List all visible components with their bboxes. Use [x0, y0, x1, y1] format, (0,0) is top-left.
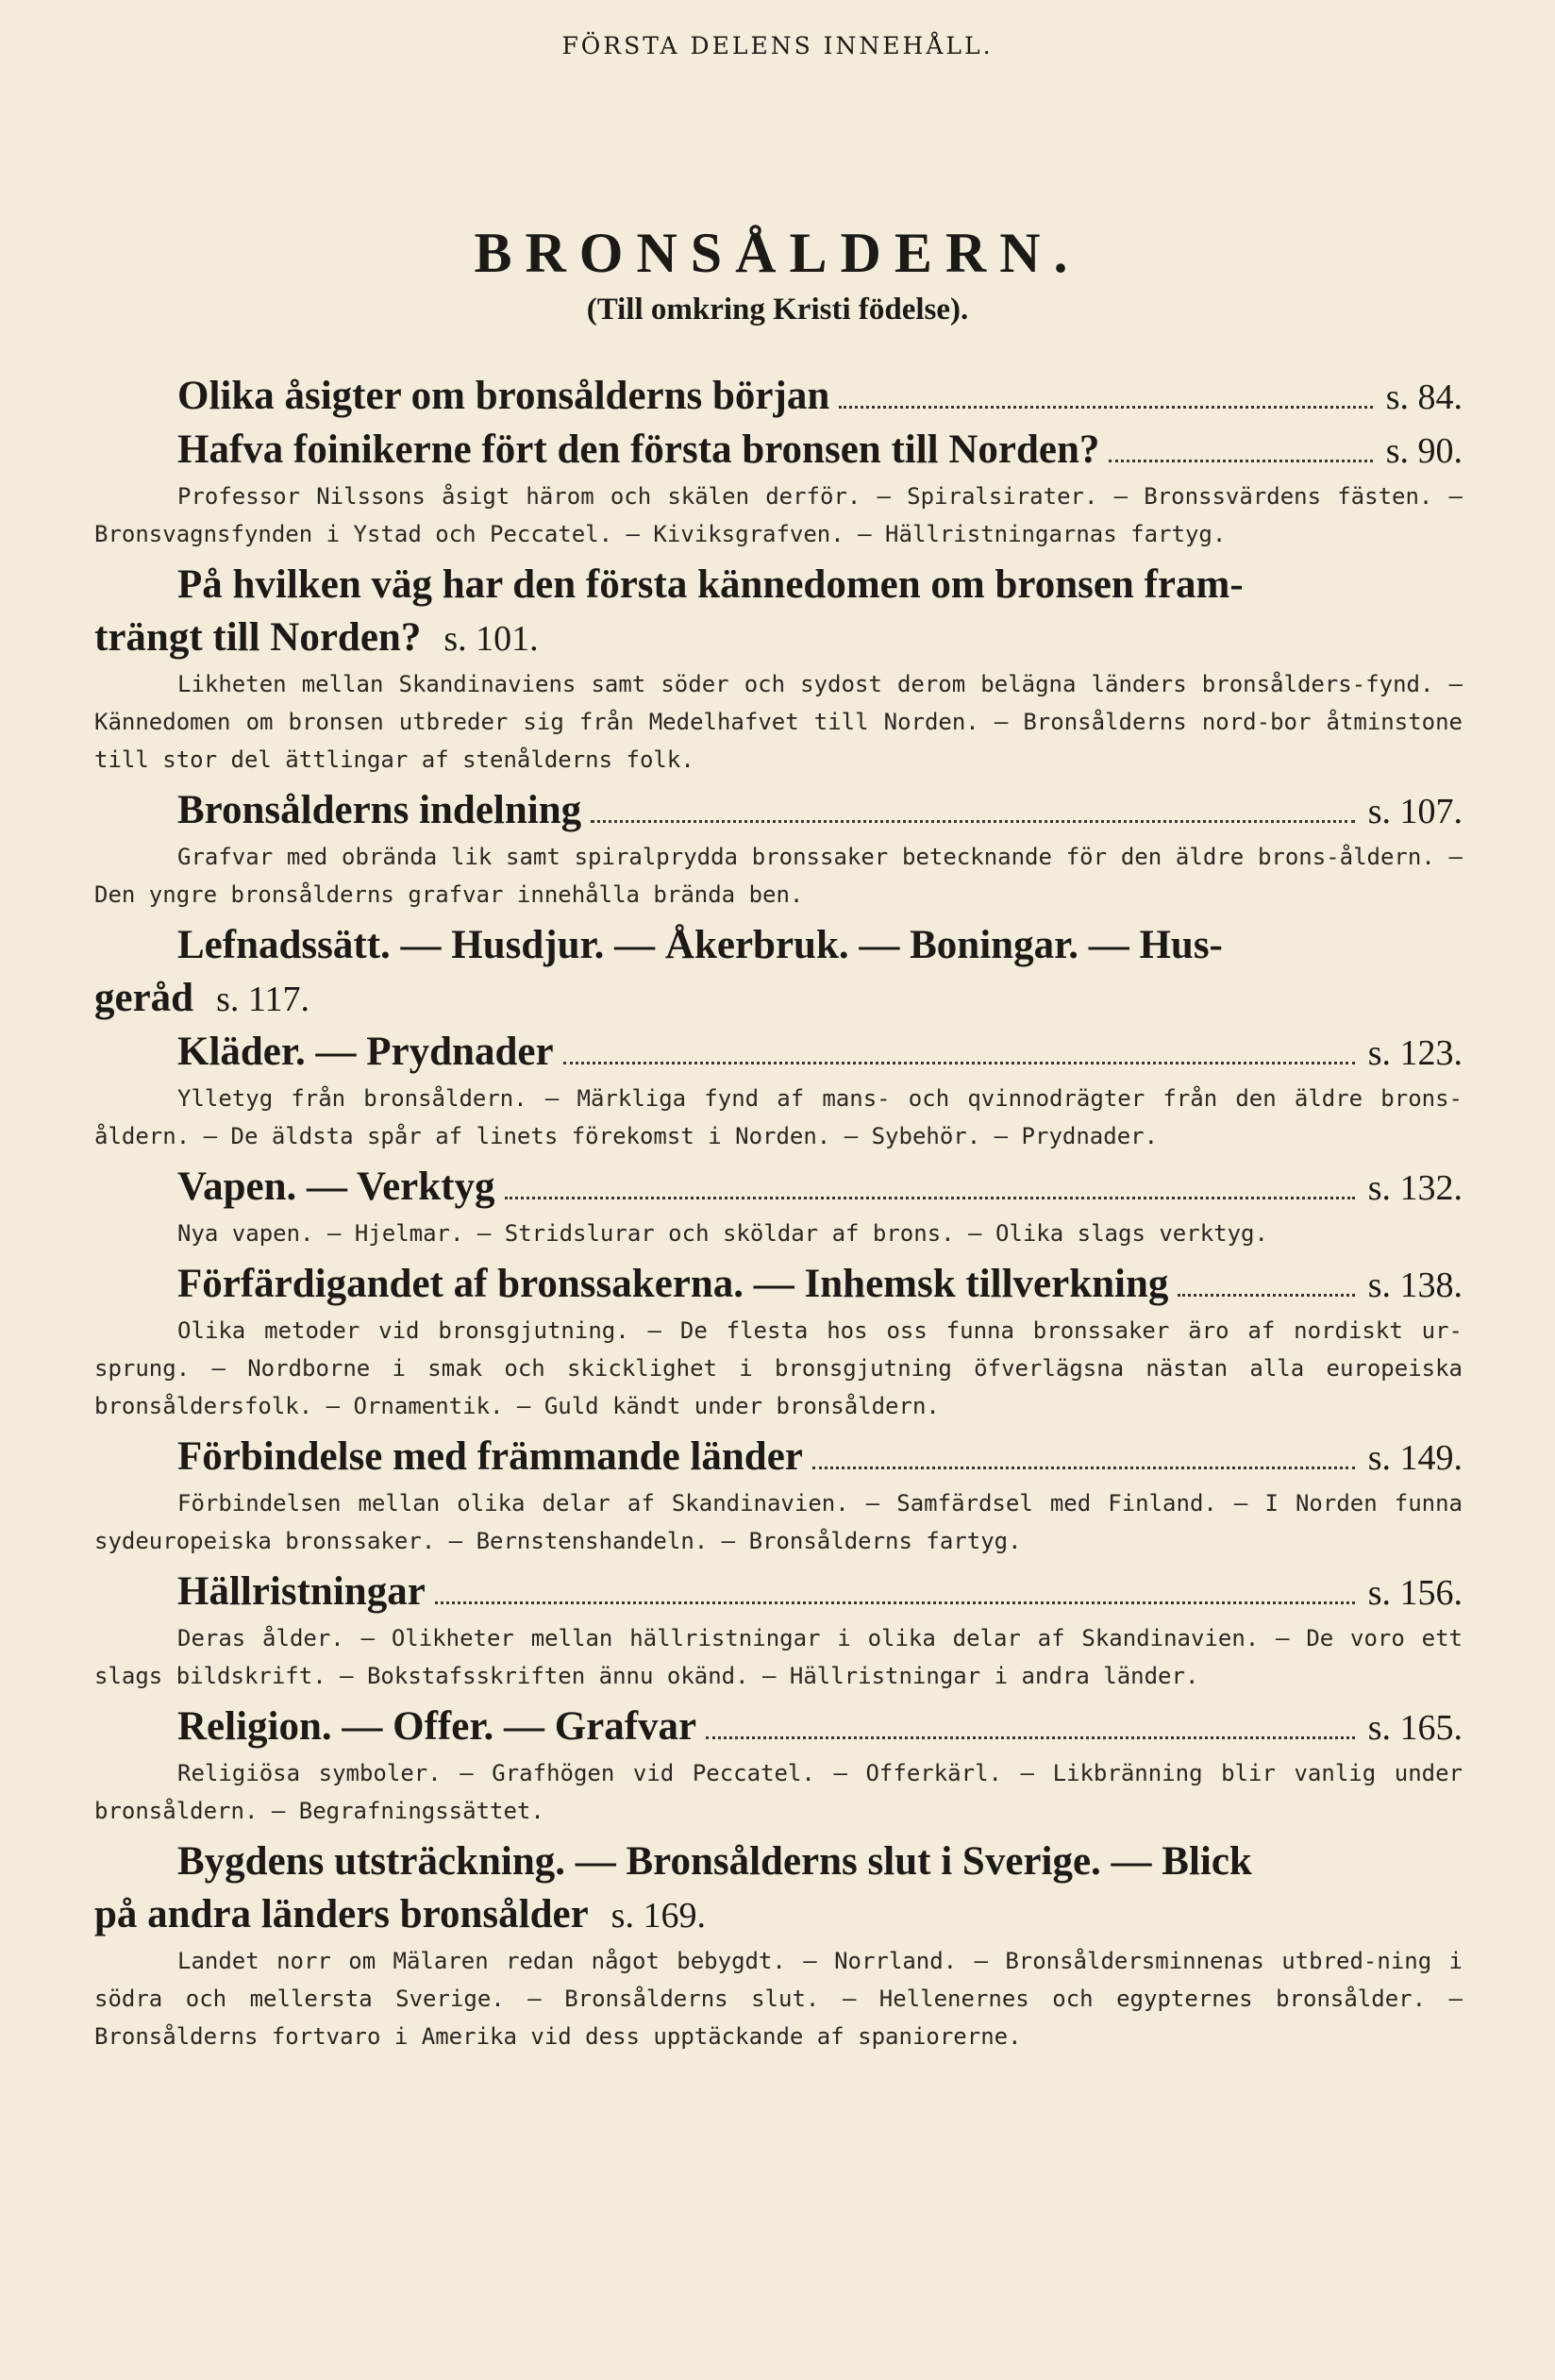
toc-heading-text: Hafva foinikerne fört den första bronsen till Norden? — [177, 427, 1100, 472]
toc-page-ref: s. 117. — [216, 980, 309, 1019]
toc-heading-text: Kläder. — Prydnader — [177, 1030, 554, 1074]
page-subtitle: (Till omkring Kristi födelse). — [586, 293, 969, 327]
toc-heading-text: Olika åsigter om bronsålderns början — [177, 374, 830, 418]
toc-heading-text: geråd — [94, 976, 194, 1020]
dot-leader — [591, 819, 1355, 823]
toc-summary: Religiösa symboler. — Grafhögen vid Peccatel. — Offerkärl. — Likbränning blir vanlig under bronsåldern. — Begrafningssättet. — [94, 1760, 1463, 1824]
toc-entry — [94, 1835, 1463, 2055]
toc-heading[interactable] — [94, 370, 1463, 424]
toc-page-ref: s. 165. — [1367, 1708, 1463, 1748]
toc-summary: Professor Nilssons åsigt härom och skälen derför. — Spiralsirater. — Bronssvärdens fästen. — Bronsvagnsfynden i Ystad och Peccatel. — Kiviksgrafven. — Hällristningarnas fartyg. — [94, 483, 1463, 547]
page-title: BRONSÅLDERN. — [474, 222, 1081, 284]
toc-heading[interactable] — [94, 1835, 1463, 1942]
toc-page-ref: s. 107. — [1367, 792, 1463, 831]
toc-summary: Likheten mellan Skandinaviens samt söder och sydost derom belägna länders bronsålders-fynd. — Kännedomen om bronsen utbreder sig från Medelhafvet till Norden. — Bronsålderns nord-bor åtminstone till stor del ättlingar af stenålderns folk. — [94, 671, 1463, 773]
toc-entry — [94, 1701, 1463, 1830]
toc-heading-text: Förbindelse med främmande länder — [177, 1434, 803, 1479]
dot-leader — [1109, 459, 1372, 462]
toc-summary: Nya vapen. — Hjelmar. — Stridslurar och sköldar af brons. — Olika slags verktyg. — [177, 1220, 1268, 1247]
dot-leader — [1178, 1293, 1354, 1297]
toc-summary: Förbindelsen mellan olika delar af Skandinavien. — Samfärdsel med Finland. — I Norden funna sydeuropeiska bronssaker. — Bernstenshandeln. — Bronsålderns fartyg. — [94, 1490, 1463, 1554]
toc-heading-text: Hällristningar — [177, 1569, 426, 1614]
toc-heading[interactable] — [94, 1701, 1463, 1754]
toc-entry — [94, 559, 1463, 779]
toc-heading-text: trängt till Norden? — [94, 615, 422, 660]
toc-page-ref: s. 156. — [1367, 1573, 1463, 1613]
toc-heading[interactable] — [94, 559, 1463, 665]
toc-entry — [94, 1026, 1463, 1155]
dot-leader — [706, 1735, 1355, 1739]
toc-page-ref: s. 84. — [1385, 377, 1463, 417]
toc-page-ref: s. 132. — [1367, 1168, 1463, 1208]
toc-heading-first-line: Lefnadssätt. — Husdjur. — Åkerbruk. — Boningar. — Hus- — [177, 923, 1223, 967]
toc-heading[interactable] — [94, 1026, 1463, 1080]
toc-heading[interactable] — [94, 1258, 1463, 1312]
toc-entry — [94, 919, 1463, 1026]
toc-heading-text: Religion. — Offer. — Grafvar — [177, 1704, 697, 1749]
toc-heading-text: Vapen. — Verktyg — [177, 1165, 495, 1209]
toc-heading[interactable] — [94, 1566, 1463, 1619]
toc-page-ref: s. 90. — [1385, 431, 1463, 471]
toc-heading-first-line: På hvilken väg har den första kännedomen om bronsen fram- — [177, 562, 1244, 607]
dot-leader — [563, 1061, 1355, 1064]
toc-summary: Deras ålder. — Olikheter mellan hällristningar i olika delar af Skandinavien. — De voro ett slags bildskrift. — Bokstafsskriften ännu okänd. — Hällristningar i andra länder. — [94, 1625, 1463, 1689]
title-block — [0, 219, 1555, 330]
toc-page-ref: s. 101. — [443, 619, 539, 659]
toc-heading[interactable] — [94, 1161, 1463, 1215]
toc-entry — [94, 1258, 1463, 1425]
toc-entry — [94, 370, 1463, 424]
toc-entry — [94, 1566, 1463, 1695]
toc-entry — [94, 1431, 1463, 1560]
toc-entry — [94, 1161, 1463, 1252]
toc-entry — [94, 784, 1463, 913]
toc-page-ref: s. 149. — [1367, 1438, 1463, 1478]
toc-summary: Grafvar med obrända lik samt spiralprydda bronssaker betecknande för den äldre brons-åldern. — Den yngre bronsålderns grafvar innehålla brända ben. — [94, 844, 1463, 908]
toc-heading[interactable] — [94, 784, 1463, 838]
toc-heading-text: på andra länders bronsålder — [94, 1892, 589, 1936]
toc-heading[interactable] — [94, 1431, 1463, 1484]
toc-summary: Olika metoder vid bronsgjutning. — De flesta hos oss funna bronssaker äro af nordiskt ur-sprung. — Nordborne i smak och skicklighet i bronsgjutning öfverlägsna nästan alla europeiska bronsåldersfolk. — Ornamentik. — Guld kändt under bronsåldern. — [94, 1317, 1463, 1419]
dot-leader — [505, 1196, 1355, 1199]
toc-summary: Ylletyg från bronsåldern. — Märkliga fynd af mans- och qvinnodrägter från den äldre brons-åldern. — De äldsta spår af linets förekomst i Norden. — Sybehör. — Prydnader. — [94, 1085, 1463, 1149]
table-of-contents — [94, 370, 1463, 2061]
toc-heading-text: Förfärdigandet af bronssakerna. — Inhemsk tillverkning — [177, 1262, 1169, 1306]
toc-page-ref: s. 169. — [610, 1896, 706, 1936]
dot-leader — [435, 1601, 1355, 1604]
toc-page-ref: s. 123. — [1367, 1033, 1463, 1073]
toc-entry — [94, 424, 1463, 553]
toc-page-ref: s. 138. — [1367, 1265, 1463, 1305]
toc-heading-text: Bronsålderns indelning — [177, 788, 582, 832]
running-head: FÖRSTA DELENS INNEHÅLL. — [561, 32, 994, 59]
dot-leader — [839, 405, 1372, 409]
toc-heading-first-line: Bygdens utsträckning. — Bronsålderns slut i Sverige. — Blick — [177, 1839, 1252, 1884]
toc-heading[interactable] — [94, 919, 1463, 1026]
toc-summary: Landet norr om Mälaren redan något bebygdt. — Norrland. — Bronsåldersminnenas utbred-ning i södra och mellersta Sverige. — Bronsålderns slut. — Hellenernes och egypternes bronsålder. — Bronsålderns fortvaro i Amerika vid dess upptäckande af spaniorerne. — [94, 1948, 1463, 2050]
toc-heading[interactable] — [94, 424, 1463, 478]
dot-leader — [812, 1466, 1355, 1469]
